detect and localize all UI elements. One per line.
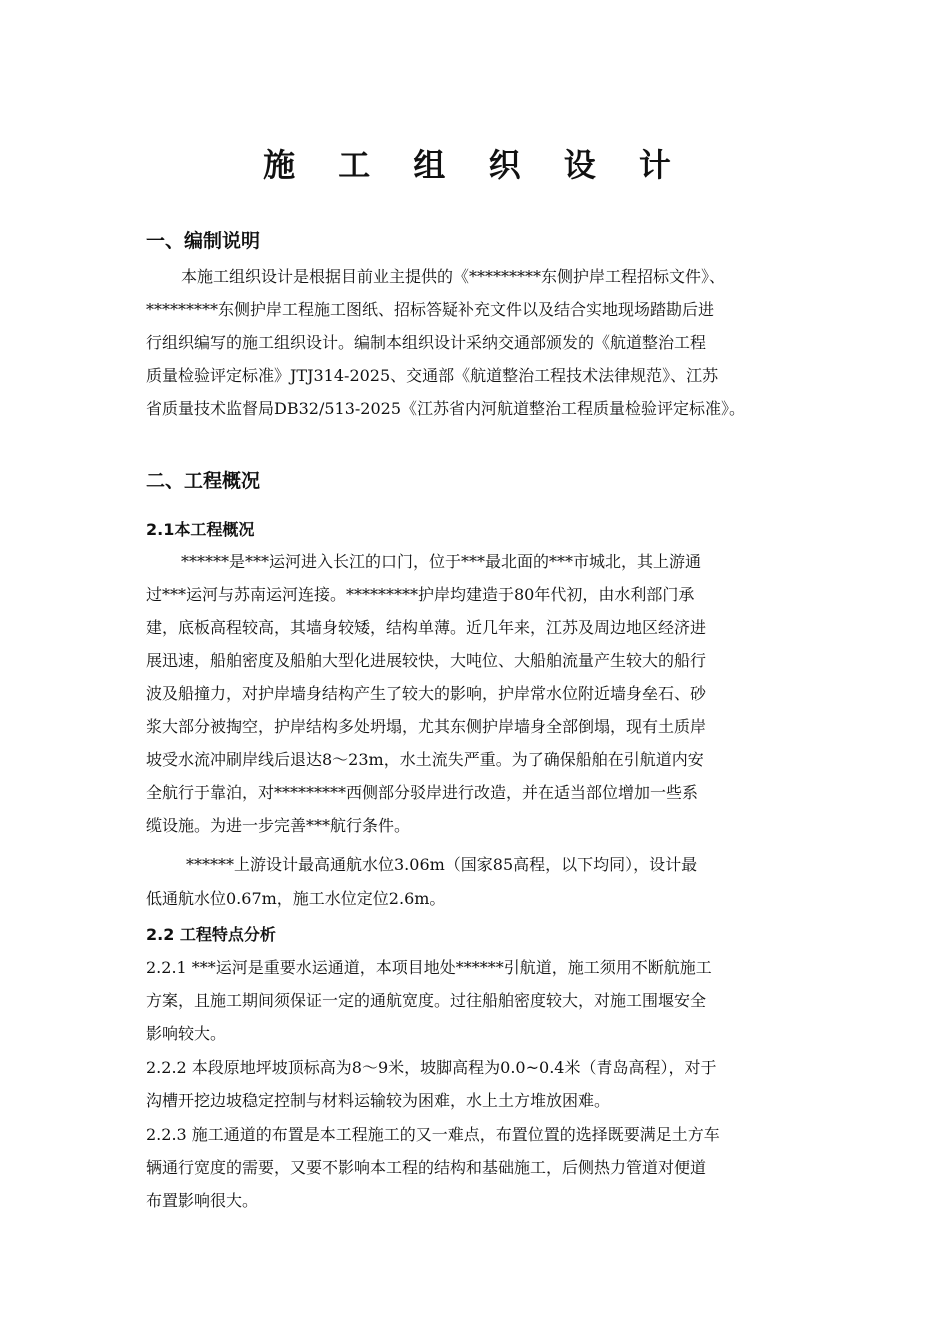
- subsection-heading-2-2: 2.2 工程特点分析: [146, 925, 276, 944]
- paragraph-line: 省质量技术监督局DB32/513-2025《江苏省内河航道整治工程质量检验评定标准》。: [146, 399, 746, 418]
- paragraph-line: 浆大部分被掏空，护岸结构多处坍塌，尤其东侧护岸墙身全部倒塌，现有土质岸: [146, 717, 707, 736]
- paragraph-line: 2.2.2 本段原地坪坡顶标高为8～9米，坡脚高程为0.0~0.4米（青岛高程），对于: [146, 1058, 717, 1077]
- paragraph-line: 建，底板高程较高，其墙身较矮，结构单薄。近几年来，江苏及周边地区经济进: [146, 618, 707, 637]
- paragraph-line: 波及船撞力，对护岸墙身结构产生了较大的影响，护岸常水位附近墙身垒石、砂: [146, 684, 707, 703]
- subsection-heading-2-1: 2.1本工程概况: [146, 520, 255, 539]
- paragraph-line: 展迅速，船舶密度及船舶大型化进展较快，大吨位、大船舶流量产生较大的船行: [146, 651, 707, 670]
- paragraph-line: 辆通行宽度的需要，又要不影响本工程的结构和基础施工，后侧热力管道对便道: [146, 1158, 707, 1177]
- paragraph-line: 2.2.1 ***运河是重要水运通道，本项目地处******引航道，施工须用不断航施工: [146, 958, 712, 977]
- paragraph-line: 本施工组织设计是根据目前业主提供的《*********东侧护岸工程招标文件》、: [181, 267, 726, 286]
- paragraph-line: *********东侧护岸工程施工图纸、招标答疑补充文件以及结合实地现场踏勘后进: [146, 300, 715, 319]
- section-heading-compilation: 一、编制说明: [146, 230, 261, 252]
- paragraph-line: 2.2.3 施工通道的布置是本工程施工的又一难点，布置位置的选择既要满足土方车: [146, 1125, 720, 1144]
- paragraph-line: 质量检验评定标准》JTJ314-2025、交通部《航道整治工程技术法律规范》、江苏: [146, 366, 719, 385]
- paragraph-line: 影响较大。: [146, 1024, 227, 1043]
- paragraph-line: 缆设施。为进一步完善***航行条件。: [146, 816, 411, 835]
- paragraph-line: 全航行于靠泊，对*********西侧部分驳岸进行改造，并在适当部位增加一些系: [146, 783, 699, 802]
- paragraph-line: 布置影响很大。: [146, 1191, 259, 1210]
- paragraph-line: 行组织编写的施工组织设计。编制本组织设计采纳交通部颁发的《航道整治工程: [146, 333, 707, 352]
- paragraph-line: 过***运河与苏南运河连接。*********护岸均建造于80年代初，由水利部门承: [146, 585, 695, 604]
- section-heading-overview: 二、工程概况: [146, 470, 261, 492]
- paragraph-line: 沟槽开挖边坡稳定控制与材料运输较为困难，水上土方堆放困难。: [146, 1091, 611, 1110]
- paragraph-line: ******是***运河进入长江的口门，位于***最北面的***市城北，其上游通: [181, 552, 702, 571]
- paragraph-line: ******上游设计最高通航水位3.06m（国家85高程，以下均同），设计最: [186, 855, 698, 874]
- document-title: 施 工 组 织 设 计: [263, 146, 687, 184]
- paragraph-line: 坡受水流冲刷岸线后退达8～23m，水土流失严重。为了确保船舶在引航道内安: [146, 750, 704, 769]
- paragraph-line: 方案，且施工期间须保证一定的通航宽度。过往船舶密度较大，对施工围堰安全: [146, 991, 707, 1010]
- paragraph-line: 低通航水位0.67m，施工水位定位2.6m。: [146, 889, 446, 908]
